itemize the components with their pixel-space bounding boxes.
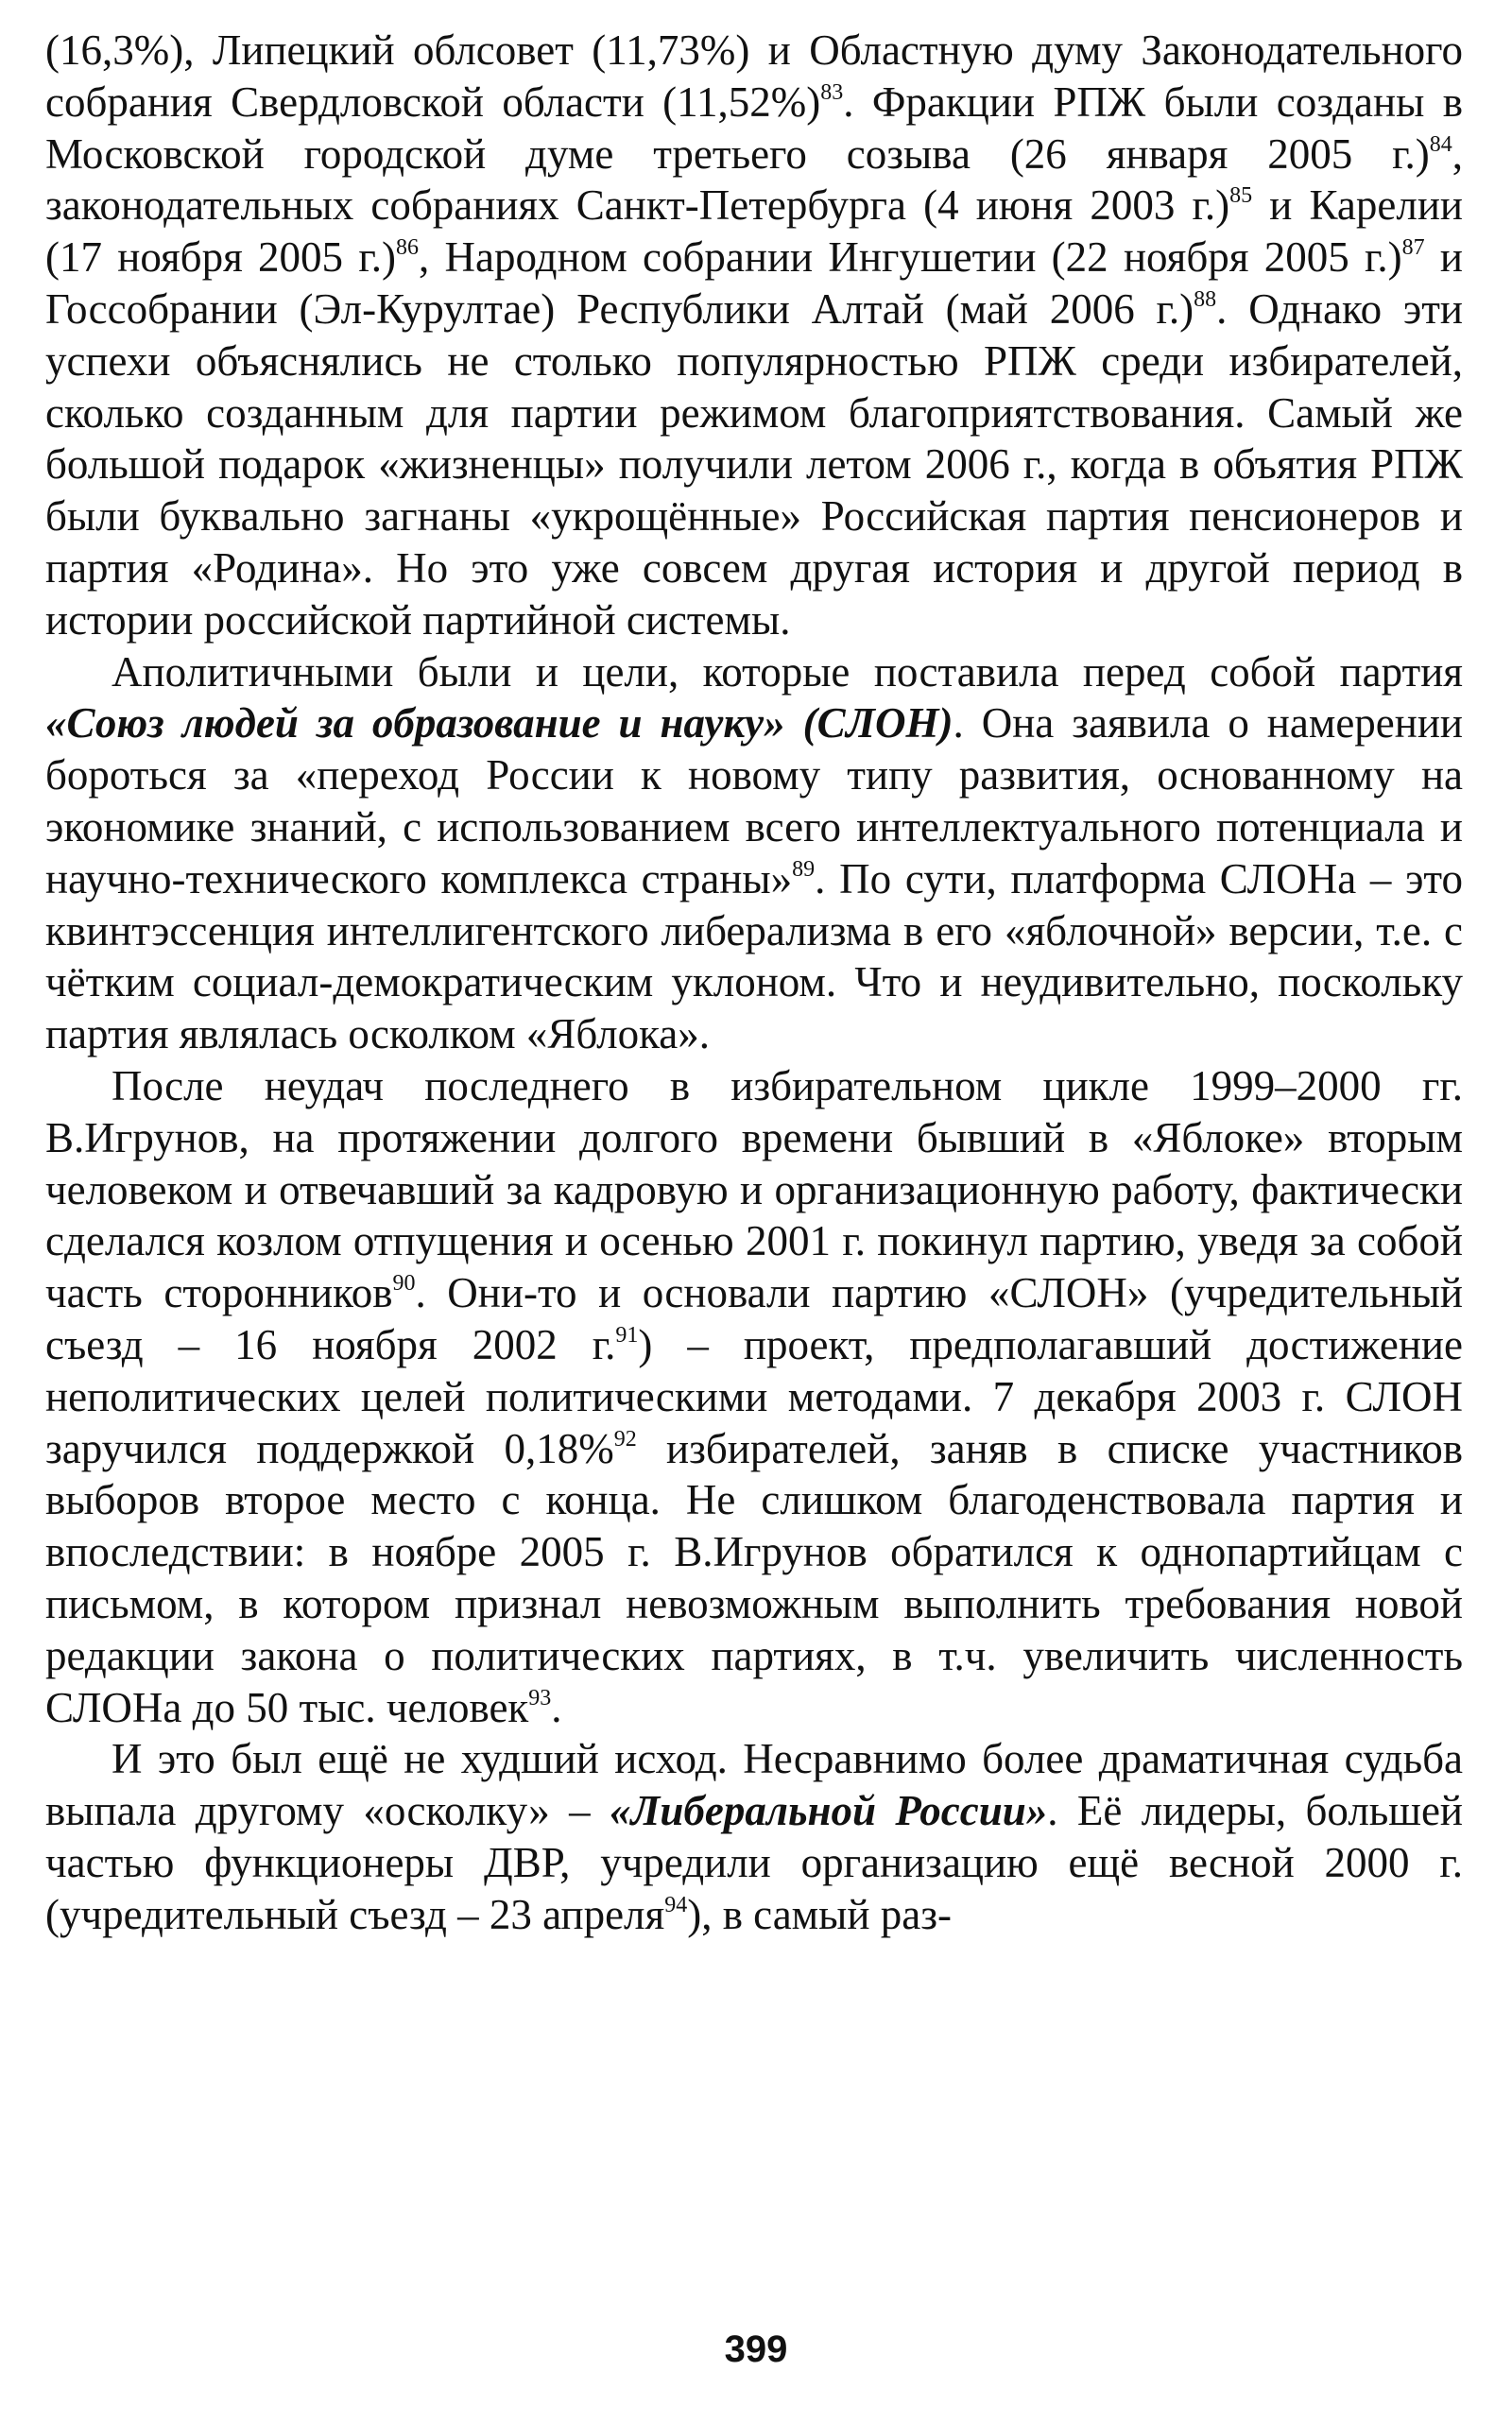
text-run: . Она заявила о намерении бороться за «переход России к новому типу развития, основанному на экономике знаний, с использованием всего интеллектуального потенциала и научно-технического комплекса страны»: [45, 699, 1464, 902]
text-run: Аполитичными были и цели, которые поставила перед собой партия: [112, 647, 1463, 696]
text-run: , законодательных собраниях Санкт-Петербурга (4 июня 2003 г.): [45, 129, 1463, 230]
party-name: «Союз людей за образование и науку» (СЛОН): [45, 699, 954, 748]
footnote-ref: 85: [1229, 183, 1253, 209]
paragraph: [45, 25, 1463, 646]
text-run: и Госсобрании (Эл-Курултае) Республики Алтай (май 2006 г.): [45, 233, 1464, 333]
text-run: ) – проект, предполагавший достижение неполитических целей политическими методами. 7 декабря 2003 г. СЛОН заручился поддержкой 0,18%: [45, 1320, 1463, 1472]
footnote-ref: 84: [1429, 131, 1452, 157]
text-run: После неудач последнего в избирательном цикле 1999–2000 гг. В.Игрунов, на протяжении долгого времени бывший в «Яблоке» вторым человеком и отвечавший за кадровую и организационную работу, фактически сделался козлом отпущения и осенью 2001 г. покинул партию, уведя за собой часть сторонников: [45, 1061, 1463, 1317]
party-name: «Либеральной России»: [610, 1787, 1048, 1835]
footnote-ref: 91: [615, 1322, 639, 1348]
text-run: . Её лидеры, большей частью функционеры ДВР, учредили организацию ещё весной 2000 г. (учредительный съезд – 23 апреля: [45, 1787, 1464, 1938]
page-number: 399: [724, 2328, 788, 2370]
text-run: и Карелии (17 ноября 2005 г.): [45, 181, 1464, 282]
footnote-ref: 86: [395, 235, 419, 261]
paragraph: [45, 1060, 1463, 1733]
paragraph: [45, 646, 1463, 1060]
text-run: И это был ещё не худший исход. Несравнимо более драматичная судьба выпала другому «осколку» –: [45, 1735, 1463, 1835]
text-run: . Они-то и основали партию «СЛОН» (учредительный съезд – 16 ноября 2002 г.: [45, 1269, 1463, 1368]
footnote-ref: 83: [820, 79, 844, 105]
text-run: . По сути, платформа СЛОНа – это квинтэссенция интеллигентского либерализма в его «яблочной» версии, т.е. с чётким социал-демократическим уклоном. Что и неудивительно, поскольку партия являлась осколком «Яблока».: [45, 854, 1463, 1058]
text-run: ), в самый раз-: [687, 1890, 952, 1938]
paragraph: [45, 1733, 1463, 1940]
text-run: . Фракции РПЖ были созданы в Московской городской думе третьего созыва (26 января 2005 г.): [45, 77, 1463, 178]
body-text: [45, 25, 1463, 1940]
text-run: (16,3%), Липецкий облсовет (11,73%) и Областную думу Законодательного собрания Свердловской области (11,52%): [45, 26, 1463, 126]
footnote-ref: 90: [392, 1271, 416, 1297]
footnote-ref: 93: [528, 1685, 552, 1710]
footnote-ref: 88: [1194, 286, 1217, 312]
footnote-ref: 94: [664, 1892, 688, 1917]
footnote-ref: 89: [792, 856, 816, 882]
text-run: .: [551, 1683, 562, 1731]
text-run: избирателей, заняв в списке участников выборов второе место с конца. Не слишком благоденствовала партия и впоследствии: в ноябре 2005 г. В.Игрунов обратился к однопартийцам с письмом, в котором признал невозможным выполнить требования новой редакции закона о политических партиях, в т.ч. увеличить численность СЛОНа до 50 тыс. человек: [45, 1424, 1463, 1731]
footnote-ref: 87: [1401, 235, 1425, 261]
footnote-ref: 92: [613, 1426, 637, 1452]
text-run: , Народном собрании Ингушетии (22 ноября 2005 г.): [418, 233, 1402, 282]
text-run: . Однако эти успехи объяснялись не столько популярностью РПЖ среди избирателей, сколько созданным для партии режимом благоприятствования. Самый же большой подарок «жизненцы» получили летом 2006 г., когда в объятия РПЖ были буквально загнаны «укрощённые» Российская партия пенсионеров и партия «Родина». Но это уже совсем другая история и другой период в истории российской партийной системы.: [45, 284, 1463, 644]
